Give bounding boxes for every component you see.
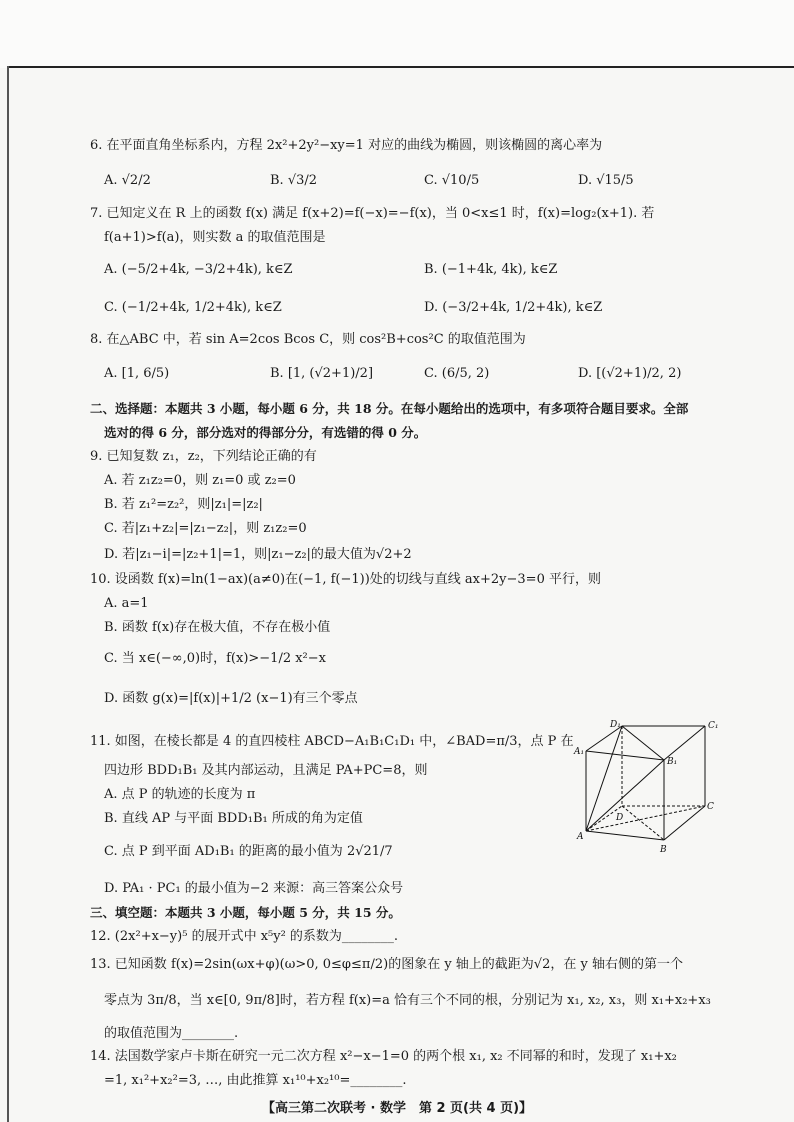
q6-option-b: B. √3/2 [270, 173, 318, 188]
page-left-border [7, 66, 9, 1122]
q8-option-a: A. [1, 6/5) [104, 366, 170, 381]
label-d1: D₁ [610, 720, 621, 730]
q9-option-a: A. 若 z₁z₂=0，则 z₁=0 或 z₂=0 [104, 473, 296, 488]
q7-stem-line1: 7. 已知定义在 R 上的函数 f(x) 满足 f(x+2)=f(−x)=−f(x)，当 0<x≤1 时，f(x)=log₂(x+1). 若 [90, 206, 655, 221]
prism-figure [572, 718, 722, 856]
q11-stem-line1: 11. 如图，在棱长都是 4 的直四棱柱 ABCD−A₁B₁C₁D₁ 中，∠BAD=π/3，点 P 在 [90, 734, 574, 749]
q9-option-b: B. 若 z₁²=z₂²，则|z₁|=|z₂| [104, 497, 263, 512]
edge-bc [664, 806, 705, 840]
q7-option-a: A. (−5/2+4k, −3/2+4k), k∈Z [104, 262, 293, 277]
q7-option-c: C. (−1/2+4k, 1/2+4k), k∈Z [104, 300, 282, 315]
diag-db [622, 806, 664, 840]
q6-stem: 6. 在平面直角坐标系内，方程 2x²+2y²−xy=1 对应的曲线为椭圆，则该椭圆的离心率为 [90, 138, 603, 153]
q10-option-d: D. 函数 g(x)=|f(x)|+1/2 (x−1)有三个零点 [104, 691, 358, 706]
q10-option-a: A. a=1 [104, 596, 149, 611]
diag-d1b1 [622, 726, 664, 760]
q11-stem-line2: 四边形 BDD₁B₁ 及其内部运动，且满足 PA+PC=8，则 [104, 763, 428, 778]
q6-option-c: C. √10/5 [424, 173, 480, 188]
q11-option-a: A. 点 P 的轨迹的长度为 π [104, 787, 256, 802]
label-b: B [660, 845, 667, 855]
section3-heading: 三、填空题：本题共 3 小题，每小题 5 分，共 15 分。 [90, 905, 401, 920]
label-c1: C₁ [708, 721, 719, 731]
label-d: D [616, 813, 624, 823]
label-a1: A₁ [574, 747, 585, 757]
q8-option-d: D. [(√2+1)/2, 2) [578, 366, 682, 381]
q6-option-a: A. √2/2 [104, 173, 151, 188]
q14-line1: 14. 法国数学家卢卡斯在研究一元二次方程 x²−x−1=0 的两个根 x₁, x₂ 不同幂的和时，发现了 x₁+x₂ [90, 1049, 677, 1064]
q8-option-c: C. (6/5, 2) [424, 366, 490, 381]
label-a: A [577, 832, 584, 842]
edge-b1c1 [664, 726, 705, 760]
label-b1: B₁ [667, 757, 678, 767]
q10-option-c: C. 当 x∈(−∞,0)时，f(x)>−1/2 x²−x [104, 651, 326, 666]
q12-text: 12. (2x²+x−y)⁵ 的展开式中 x⁵y² 的系数为________. [90, 929, 399, 944]
scan-top-margin [0, 0, 794, 68]
q11-option-d: D. PA₁ · PC₁ 的最小值为−2 来源：高三答案公众号 [104, 881, 404, 896]
page-top-border [8, 66, 794, 68]
q7-option-b: B. (−1+4k, 4k), k∈Z [424, 262, 558, 277]
q13-line1: 13. 已知函数 f(x)=2sin(ωx+φ)(ω>0, 0≤φ≤π/2)的图象在 y 轴上的截距为√2，在 y 轴右侧的第一个 [90, 957, 683, 972]
q13-line3: 的取值范围为________. [104, 1026, 239, 1041]
q6-option-d: D. √15/5 [578, 173, 634, 188]
label-c: C [707, 802, 714, 812]
q13-line2: 零点为 3π/8，当 x∈[0, 9π/8]时，若方程 f(x)=a 恰有三个不同的根，分别记为 x₁, x₂, x₃，则 x₁+x₂+x₃ [104, 993, 711, 1008]
q9-option-d: D. 若|z₁−i|=|z₂+1|=1，则|z₁−z₂|的最大值为√2+2 [104, 547, 412, 562]
q7-option-d: D. (−3/2+4k, 1/2+4k), k∈Z [424, 300, 603, 315]
edge-a1b1 [586, 751, 664, 760]
q10-option-b: B. 函数 f(x)存在极大值，不存在极小值 [104, 620, 331, 635]
section2-heading-line1: 二、选择题：本题共 3 小题，每小题 6 分，共 18 分。在每小题给出的选项中，有多项符合题目要求。全部 [90, 401, 689, 416]
q11-option-c: C. 点 P 到平面 AD₁B₁ 的距离的最小值为 2√21/7 [104, 844, 393, 859]
section2-heading-line2: 选对的得 6 分，部分选对的得部分分，有选错的得 0 分。 [104, 425, 427, 440]
q8-option-b: B. [1, (√2+1)/2] [270, 366, 374, 381]
q9-stem: 9. 已知复数 z₁，z₂，下列结论正确的有 [90, 449, 317, 464]
q14-line2: =1, x₁²+x₂²=3, …, 由此推算 x₁¹⁰+x₂¹⁰=________. [104, 1073, 407, 1088]
q11-option-b: B. 直线 AP 与平面 BDD₁B₁ 所成的角为定值 [104, 811, 363, 826]
edge-ab [586, 831, 664, 840]
q7-stem-line2: f(a+1)>f(a)，则实数 a 的取值范围是 [104, 230, 326, 245]
page-footer: 【高三第二次联考 · 数学 第 2 页(共 4 页)】 [261, 1101, 533, 1116]
q9-option-c: C. 若|z₁+z₂|=|z₁−z₂|，则 z₁z₂=0 [104, 521, 307, 536]
q10-stem: 10. 设函数 f(x)=ln(1−ax)(a≠0)在(−1, f(−1))处的切线与直线 ax+2y−3=0 平行，则 [90, 572, 601, 587]
q8-stem: 8. 在△ABC 中，若 sin A=2cos Bcos C，则 cos²B+cos²C 的取值范围为 [90, 332, 526, 347]
